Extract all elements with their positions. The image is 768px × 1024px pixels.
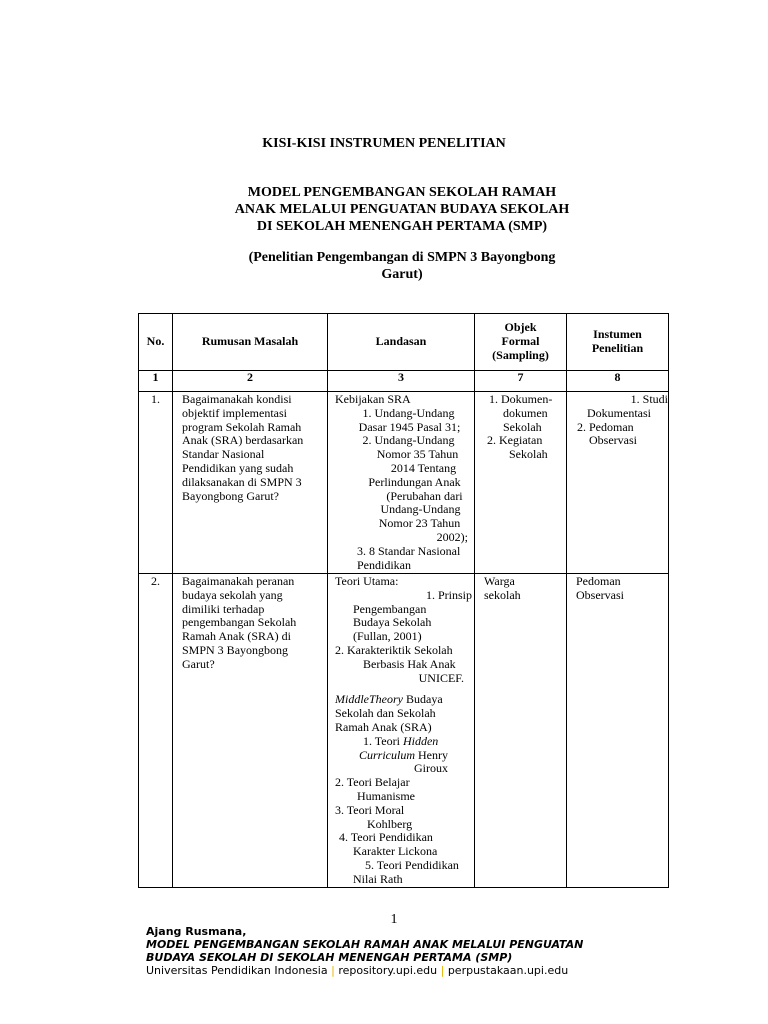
footer-university: Universitas Pendidikan Indonesia [146,964,328,977]
landasan-cell [328,392,475,574]
header-objek-line: Formal [501,334,540,349]
text-line: Dasar 1945 Pasal 31; [358,419,461,434]
text-line: 2002); [436,529,468,544]
text-line: SMPN 3 Bayongbong [182,642,289,657]
text-line: 1. Dokumen- [489,392,553,406]
text-line: sekolah [484,587,521,602]
text-line: Standar Nasional [182,447,265,462]
page-number: 1 [390,912,398,927]
page-footer [146,925,583,977]
text-line: Pendidikan [357,557,411,572]
landasan-heading: Kebijakan SRA [335,392,411,406]
model-title-line: ANAK MELALUI PENGUATAN BUDAYA SEKOLAH [234,202,570,217]
model-title-line: MODEL PENGEMBANGAN SEKOLAH RAMAH [247,185,557,200]
research-subtitle [0,249,768,283]
text-line: Ramah Anak (SRA) di [182,629,291,644]
text-line: 2. Teori Belajar [335,775,410,790]
text-line: (Fullan, 2001) [353,629,422,644]
column-number: 8 [567,371,669,392]
header-no: No. [139,314,173,371]
text-line: 1. Undang-Undang [362,405,455,420]
landasan-heading: Teori Utama: [335,574,399,588]
text-line [335,735,472,749]
header-objek [475,314,567,371]
header-instrumen-line: Instumen [593,327,642,342]
text-line: Nomor 35 Tahun [376,447,459,462]
text-line: 3. Teori Moral [335,802,405,817]
text-line: Garut? [182,656,215,671]
instrumen-cell [567,574,669,888]
text-line: program Sekolah Ramah [182,419,302,434]
teori-prefix: 1. Teori [363,733,403,748]
row-number: 2. [139,574,173,888]
text-line: 2. Kegiatan [487,433,543,448]
text-line: UNICEF. [418,670,464,685]
teori-henry: Henry [415,747,449,762]
text-line: objektif implementasi [182,405,287,420]
text-line: 3. 8 Standar Nasional [357,543,461,558]
footer-library-link[interactable]: perpustakaan.upi.edu [447,964,569,977]
header-instrumen-line: Penelitian [591,341,644,355]
text-line: Karakter Lickona [353,844,438,859]
rumusan-cell [173,392,328,574]
teori-curriculum: Curriculum [359,747,416,762]
text-line: Anak (SRA) berdasarkan [182,433,304,448]
table-row [139,392,669,574]
text-line: 2. Pedoman [577,419,634,434]
text-line: 1. Studi [630,392,668,406]
text-line: (Perubahan dari [386,488,463,503]
footer-separator: | [331,964,335,977]
instrumen-cell [567,392,669,574]
text-line: Sekolah [509,447,548,462]
teori-hidden: Hidden [402,733,439,748]
text-line: Dokumentasi [587,405,651,420]
text-line: Kohlberg [367,816,413,831]
text-line: 1. Prinsip [425,587,472,602]
table-row [139,574,669,888]
footer-separator: | [440,964,445,977]
footer-author: Ajang Rusmana, [146,925,247,938]
row-number: 1. [139,392,173,574]
document-title: KISI-KISI INSTRUMEN PENELITIAN [262,136,506,151]
text-line: Warga [484,574,515,588]
footer-links [146,964,583,977]
text-line: Pedoman [576,574,621,588]
text-line: 2014 Tentang [390,460,457,475]
footer-repository-link[interactable]: repository.upi.edu [338,964,438,977]
header-landasan: Landasan [328,314,475,371]
text-line: Nilai Rath [353,871,403,886]
text-line: 4. Teori Pendidikan [339,830,433,845]
rumusan-cell [173,574,328,888]
text-line: Berbasis Hak Anak [363,656,456,671]
subtitle-line: (Penelitian Pengembangan di SMPN 3 Bayongbong [248,250,556,265]
text-line: pengembangan Sekolah [182,615,297,630]
text-line: Pendidikan yang sudah [182,460,294,475]
text-line [335,749,472,763]
text-line: Observasi [589,433,637,448]
text-line: Undang-Undang [380,502,461,517]
text-line: Humanisme [357,788,415,803]
text-line: 2. Karakteriktik Sekolah [335,642,453,657]
text-line: dokumen [503,405,548,420]
header-instrumen [567,314,669,371]
text-line: Pengembangan [353,601,427,616]
column-number-row [139,371,669,392]
column-number: 7 [475,371,567,392]
text-line: Nomor 23 Tahun [378,516,461,531]
text-line: Sekolah dan Sekolah [335,706,436,721]
text-line: dimiliki terhadap [182,601,265,616]
text-line: Budaya Sekolah [353,615,432,630]
header-objek-line: (Sampling) [492,347,549,362]
objek-cell [475,392,567,574]
footer-title-line: BUDAYA SEKOLAH DI SEKOLAH MENENGAH PERTAMA (SMP) [146,951,513,964]
instrument-grid-table [138,313,669,888]
landasan-cell [328,574,475,888]
model-title-line: DI SEKOLAH MENENGAH PERTAMA (SMP) [256,219,548,234]
text-line: Perlindungan Anak [368,474,461,489]
text-line: 5. Teori Pendidikan [365,857,459,872]
text-line: Bagaimanakah peranan [182,574,295,588]
footer-title-line: MODEL PENGEMBANGAN SEKOLAH RAMAH ANAK MELALUI PENGUATAN [146,938,584,951]
model-title [0,184,768,235]
header-objek-line: Objek [504,320,537,335]
middle-theory-label: MiddleTheory [335,692,403,707]
header-rumusan: Rumusan Masalah [173,314,328,371]
text-line: Observasi [576,587,624,602]
subtitle-line: Garut) [381,267,423,282]
text-line: Bagaimanakah kondisi [182,392,292,406]
middle-theory-rest: Budaya [403,692,443,707]
column-number: 3 [328,371,475,392]
objek-cell [475,574,567,888]
text-line: Ramah Anak (SRA) [335,719,432,734]
text-line: budaya sekolah yang [182,587,283,602]
table-header-row [139,314,669,371]
column-number: 2 [173,371,328,392]
text-line: Sekolah [503,419,542,434]
text-line: Giroux [414,761,448,776]
text-line: Bayongbong Garut? [182,488,279,503]
middle-theory-line [335,693,472,707]
text-line: dilaksanakan di SMPN 3 [182,474,302,489]
column-number: 1 [139,371,173,392]
text-line: 2. Undang-Undang [362,433,455,448]
